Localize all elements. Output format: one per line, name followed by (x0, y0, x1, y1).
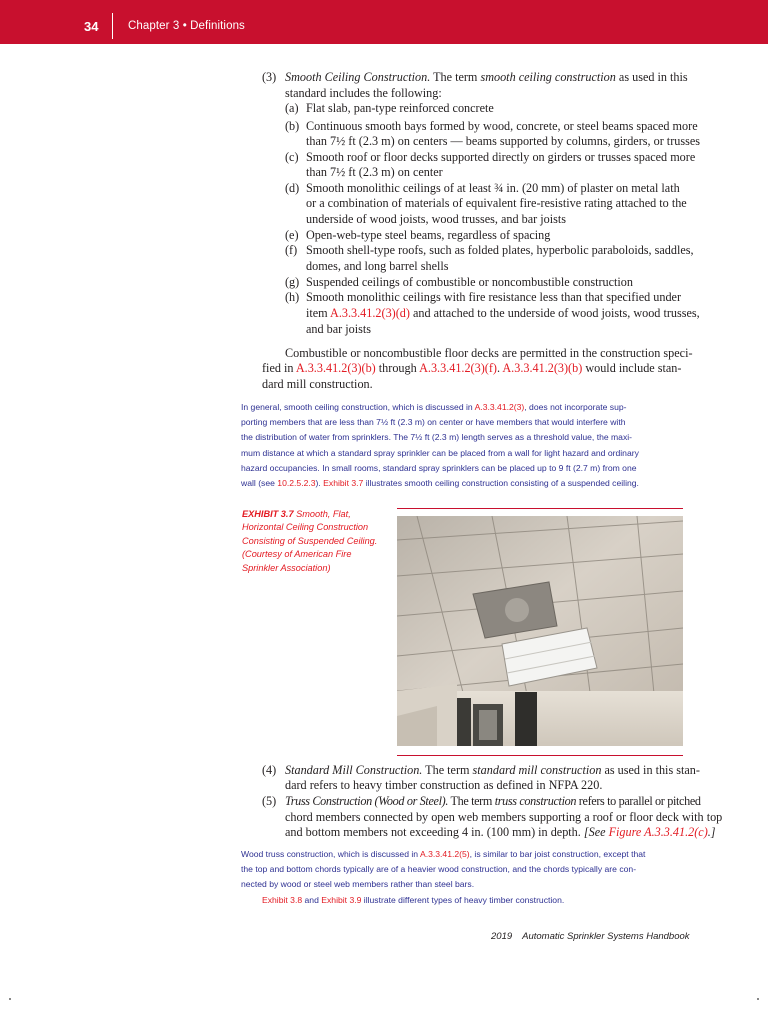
ref-link[interactable]: A.3.3.41.2(3)(b) (502, 361, 583, 375)
header-divider (112, 13, 113, 39)
combustible-text: through (375, 361, 420, 375)
exhibit-caption (242, 508, 392, 575)
item-4-line-1 (285, 763, 700, 779)
item-5-line-1 (285, 794, 701, 810)
caption-line-5: Sprinkler Association) (242, 562, 331, 573)
combustible-line-3: dard mill construction. (262, 377, 373, 391)
ceiling-photo-illustration (397, 516, 683, 746)
commentary-text: illustrates smooth ceiling construction consisting of a suspended ceiling. (363, 478, 639, 489)
subitem-f-line-2: domes, and long barrel shells (306, 259, 449, 273)
combustible-text: . (496, 361, 503, 375)
exhibit-link[interactable]: Exhibit 3.7 (323, 478, 364, 489)
item-5-text: and bottom members not exceeding 4 in. (100 mm) in depth. (285, 825, 584, 839)
ref-link[interactable]: A.3.3.41.2(3)(f) (419, 361, 497, 375)
commentary-text: and (302, 894, 322, 905)
item-5-text-end: refers to parallel or pitched (576, 794, 701, 808)
caption-text: Smooth, Flat, (296, 509, 351, 519)
scan-mark (757, 998, 759, 1000)
subitem-e-label: (e) (285, 228, 299, 242)
item-5-line-2: chord members connected by open web members supporting a roof or floor deck with top (285, 810, 723, 824)
footer-year: 2019 (491, 931, 513, 942)
commentary-2-line-3: nected by wood or steel web members rather than steel bars. (241, 879, 475, 890)
exhibit-top-rule (397, 508, 683, 509)
subitem-c-line-2: than 7½ ft (2.3 m) on center (306, 165, 443, 179)
commentary-1-line-5: hazard occupancies. In small rooms, standard spray sprinklers can be placed up to 9 ft (2.7 m) from one (241, 462, 637, 473)
combustible-text: fied in (262, 361, 296, 375)
subitem-f-label: (f) (285, 243, 298, 257)
commentary-text: In general, smooth ceiling construction, which is discussed in (241, 402, 475, 412)
subitem-d-line-2: or a combination of materials of equivalent fire-resistive rating attached to the (306, 196, 687, 210)
item-3-line-2: standard includes the following: (285, 86, 442, 100)
item-3-label: (3) (262, 70, 277, 84)
commentary-1-line-1 (241, 400, 686, 415)
item-3-title: Smooth Ceiling Construction. (285, 70, 431, 84)
exhibit-link[interactable]: Exhibit 3.9 (321, 894, 362, 905)
item-5-label: (5) (262, 794, 277, 808)
ref-link[interactable]: 10.2.5.2.3 (277, 478, 316, 489)
ref-link[interactable]: A.3.3.41.2(3) (474, 402, 525, 412)
item-4-line-2: dard refers to heavy timber construction as defined in NFPA 220. (285, 778, 603, 792)
caption-line-3: Consisting of Suspended Ceiling. (242, 535, 378, 546)
item-3-term: smooth ceiling construction (480, 70, 616, 84)
commentary-text: wall (see (241, 478, 278, 489)
commentary-1-line-3: the distribution of water from sprinklers. The 7½ ft (2.3 m) length serves as a threshold value, the maxi- (241, 432, 633, 443)
commentary-1-line-4: mum distance at which a standard spray sprinkler can be placed from a wall for light hazard and ordinary (241, 447, 639, 458)
caption-line-1 (242, 508, 392, 521)
commentary-text: ). (315, 478, 324, 489)
subitem-d-line-3: underside of wood joists, wood trusses, and bar joists (306, 212, 566, 226)
subitem-h-text: item (306, 306, 331, 320)
page-header (0, 0, 768, 44)
subitem-a-text: Flat slab, pan-type reinforced concrete (306, 101, 494, 115)
combustible-line-2 (262, 361, 681, 377)
item-5-text: The term (448, 794, 495, 808)
subitem-h-line-2 (306, 306, 700, 322)
page-number: 34 (84, 19, 99, 34)
commentary-1-line-2: porting members that are less than 7½ ft (2.3 m) on center or have members that would interfere with (241, 417, 626, 428)
item-3-text-end: as used in this (615, 70, 688, 84)
subitem-g-text: Suspended ceilings of combustible or noncombustible construction (306, 275, 633, 289)
commentary-2-line-1 (241, 847, 686, 862)
exhibit-bottom-rule (397, 755, 683, 756)
item-5-term: truss construction (494, 794, 577, 808)
item-3-line-1 (285, 70, 688, 86)
subitem-f-line-1: Smooth shell-type roofs, such as folded plates, hyperbolic paraboloids, saddles, (306, 243, 694, 257)
exhibit-photo (397, 516, 683, 746)
commentary-text: Wood truss construction, which is discussed in (241, 849, 420, 859)
subitem-d-label: (d) (285, 181, 300, 195)
combustible-line-1: Combustible or noncombustible floor decks are permitted in the construction speci- (285, 346, 693, 360)
footer-title: Automatic Sprinkler Systems Handbook (522, 931, 690, 942)
commentary-text: illustrate different types of heavy timber construction. (361, 894, 565, 905)
page-footer (491, 931, 690, 942)
subitem-b-line-2: than 7½ ft (2.3 m) on centers — beams supported by columns, girders, or trusses (306, 134, 700, 148)
commentary-text: , is similar to bar joist construction, except that (469, 849, 646, 859)
ref-link[interactable]: A.3.3.41.2(3)(d) (330, 306, 410, 320)
subitem-h-line-1: Smooth monolithic ceilings with fire resistance less than that specified under (306, 290, 682, 304)
item-5-title: Truss Construction (Wood or Steel). (285, 794, 449, 808)
caption-line-2: Horizontal Ceiling Construction (242, 522, 369, 533)
item-4-title: Standard Mill Construction. (285, 763, 423, 777)
commentary-2-line-4 (241, 893, 686, 908)
exhibit-label: EXHIBIT 3.7 (242, 509, 294, 519)
scan-mark (9, 998, 11, 1000)
caption-line-4: (Courtesy of American Fire (242, 549, 352, 560)
commentary-block-1 (241, 400, 686, 491)
ref-link[interactable]: A.3.3.41.2(3)(b) (295, 361, 376, 375)
figure-link[interactable]: Figure A.3.3.41.2(c) (608, 825, 708, 839)
subitem-h-line-3: and bar joists (306, 322, 371, 336)
chapter-title: Chapter 3 • Definitions (128, 20, 245, 32)
item-5-line-3 (285, 825, 716, 841)
commentary-text: , does not incorporate sup- (524, 402, 627, 412)
ref-link[interactable]: A.3.3.41.2(5) (419, 849, 470, 859)
subitem-g-label: (g) (285, 275, 300, 289)
commentary-2-line-2: the top and bottom chords typically are of a heavier wood construction, and the chords typically are con- (241, 864, 637, 875)
item-4-text: The term (422, 763, 473, 777)
subitem-b-label: (b) (285, 119, 300, 133)
item-4-term: standard mill construction (472, 763, 602, 777)
commentary-block-2 (241, 847, 686, 908)
subitem-b-line-1: Continuous smooth bays formed by wood, concrete, or steel beams spaced more (306, 119, 698, 133)
subitem-h-text-end: and attached to the underside of wood joists, wood trusses, (409, 306, 700, 320)
subitem-c-line-1: Smooth roof or floor decks supported directly on girders or trusses spaced more (306, 150, 696, 164)
item-4-label: (4) (262, 763, 277, 777)
combustible-text: would include stan- (582, 361, 682, 375)
subitem-e-text: Open-web-type steel beams, regardless of spacing (306, 228, 551, 242)
subitem-d-line-1: Smooth monolithic ceilings of at least ¾ in. (20 mm) of plaster on metal lath (306, 181, 680, 195)
subitem-c-label: (c) (285, 150, 299, 164)
item-3-text: The term (430, 70, 481, 84)
commentary-1-line-6 (241, 476, 686, 491)
subitem-a-label: (a) (285, 101, 299, 115)
item-4-text-end: as used in this stan- (601, 763, 700, 777)
subitem-h-label: (h) (285, 290, 300, 304)
exhibit-link[interactable]: Exhibit 3.8 (262, 894, 303, 905)
item-5-end: .] (707, 825, 716, 839)
item-5-see: [See (583, 825, 609, 839)
